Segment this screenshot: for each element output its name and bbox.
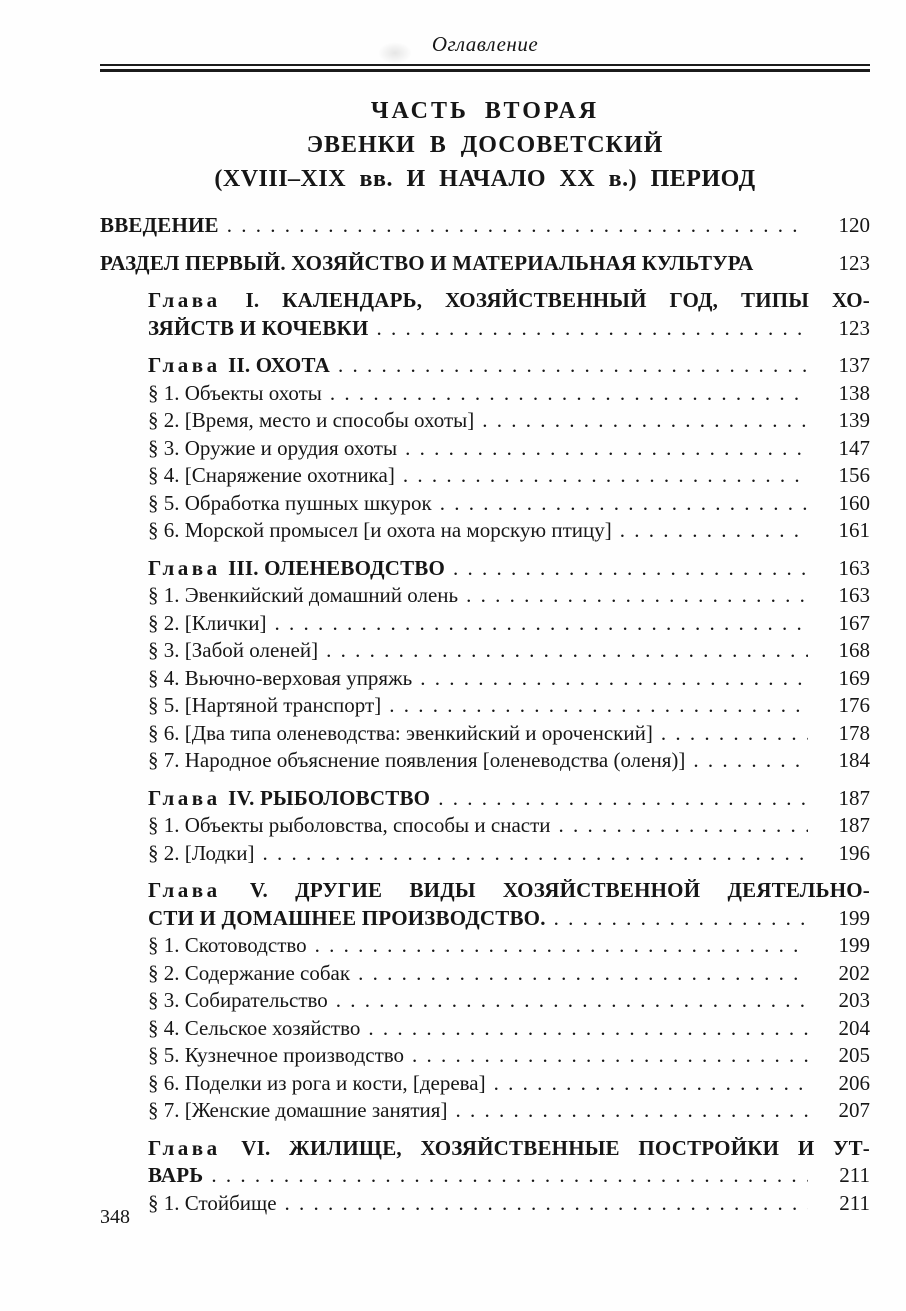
toc-entry-page: 205 <box>838 1043 870 1067</box>
part-title <box>100 94 870 196</box>
chapter-word: Глава <box>148 785 221 810</box>
toc-entry-label: Глава I. КАЛЕНДАРЬ, ХОЗЯЙСТВЕННЫЙ ГОД, ТИПЫ ХО- <box>148 288 870 312</box>
chapter-word: Глава <box>148 555 221 580</box>
toc-entry-label: § 6. Морской промысел [и охота на морскую птицу] <box>148 518 612 542</box>
toc-entry-label: Глава VI. ЖИЛИЩЕ, ХОЗЯЙСТВЕННЫЕ ПОСТРОЙКИ И УТ- <box>148 1135 870 1160</box>
dot-leader <box>338 352 808 380</box>
toc-entry-label: ЗЯЙСТВ И КОЧЕВКИ <box>148 315 369 340</box>
toc-entry-label: Глава IV. РЫБОЛОВСТВО <box>148 785 431 810</box>
toc-entry-label: § 7. Народное объяснение появления [оленеводства (оленя)] <box>148 748 686 772</box>
toc-list <box>100 212 870 1217</box>
toc-entry-page: 147 <box>838 435 870 460</box>
toc-entry <box>100 352 870 380</box>
toc-entry-page: 176 <box>838 693 870 717</box>
toc-entry-page: 204 <box>838 1015 870 1040</box>
toc-entry-page: 168 <box>838 638 870 662</box>
toc-entry-label: § 1. Скотоводство <box>148 933 307 957</box>
dot-leader <box>620 517 808 545</box>
toc-entry <box>100 582 870 610</box>
toc-entry-page: 137 <box>838 353 870 377</box>
dot-leader <box>211 1162 808 1190</box>
dot-leader <box>389 692 808 720</box>
toc-entry-label: § 3. [Забой оленей] <box>148 638 319 662</box>
dot-leader <box>330 380 808 408</box>
dot-leader <box>412 1042 808 1070</box>
dot-leader <box>326 637 808 665</box>
toc-entry-page: 167 <box>838 610 870 635</box>
content-area <box>100 32 870 1217</box>
dot-leader <box>455 1097 808 1125</box>
toc-entry-page: 123 <box>838 250 870 275</box>
toc-entry-label: ВВЕДЕНИЕ <box>100 213 219 237</box>
toc-entry <box>100 905 870 933</box>
toc-entry <box>100 287 870 315</box>
page-number-folio: 348 <box>100 1206 130 1228</box>
toc-entry <box>100 840 870 868</box>
toc-entry-label: § 6. Поделки из рога и кости, [дерева] <box>148 1070 486 1095</box>
toc-entry <box>100 1042 870 1070</box>
toc-entry <box>100 785 870 813</box>
dot-leader <box>466 582 808 610</box>
toc-entry-label: § 3. Собирательство <box>148 988 328 1012</box>
toc-entry <box>100 1015 870 1043</box>
toc-entry <box>100 665 870 693</box>
toc-entry-label: § 2. Содержание собак <box>148 960 351 985</box>
toc-entry <box>100 1097 870 1125</box>
toc-entry-page: 156 <box>838 463 870 487</box>
toc-entry-label: § 5. Кузнечное производство <box>148 1043 405 1067</box>
toc-entry-label: § 5. [Нартяной транспорт] <box>148 693 382 717</box>
chapter-word: Глава <box>148 288 221 312</box>
dot-leader <box>377 315 808 343</box>
toc-entry-page: 207 <box>838 1098 870 1122</box>
toc-entry-label: § 2. [Время, место и способы охоты] <box>148 408 475 432</box>
toc-entry-page: 199 <box>838 905 870 930</box>
toc-entry <box>100 407 870 435</box>
toc-entry-page: 120 <box>838 213 870 237</box>
toc-entry <box>100 610 870 638</box>
part-title-line1: ЧАСТЬ ВТОРАЯ <box>370 98 600 124</box>
toc-entry-label: § 1. Эвенкийский домашний олень <box>148 583 459 607</box>
toc-entry-label: § 4. Вьючно-верховая упряжь <box>148 665 413 690</box>
dot-leader <box>440 490 808 518</box>
toc-entry <box>100 212 870 240</box>
dot-leader <box>559 812 808 840</box>
toc-entry-label: § 5. Обработка пушных шкурок <box>148 490 432 515</box>
header-rule <box>100 64 870 72</box>
toc-entry <box>100 1190 870 1218</box>
chapter-word: Глава <box>148 353 221 377</box>
dot-leader <box>482 407 808 435</box>
chapter-word: Глава <box>148 878 221 902</box>
toc-entry-label: § 2. [Клички] <box>148 610 267 635</box>
dot-leader <box>403 462 808 490</box>
toc-entry-page: 139 <box>838 408 870 432</box>
dot-leader <box>554 905 808 933</box>
toc-entry <box>100 637 870 665</box>
dot-leader <box>274 610 808 638</box>
toc-entry-label: § 4. Сельское хозяйство <box>148 1015 361 1040</box>
toc-entry <box>100 435 870 463</box>
toc-entry-label: § 2. [Лодки] <box>148 840 255 865</box>
toc-entry <box>100 987 870 1015</box>
toc-entry-label: § 3. Оружие и орудия охоты <box>148 435 398 460</box>
toc-entry-label: РАЗДЕЛ ПЕРВЫЙ. ХОЗЯЙСТВО И МАТЕРИАЛЬНАЯ КУЛЬТУРА <box>100 250 754 275</box>
toc-entry-label: § 1. Объекты рыболовства, способы и снасти <box>148 813 551 837</box>
dot-leader <box>315 932 808 960</box>
toc-entry <box>100 960 870 988</box>
part-title-line3: (XVIII–XIX вв. И НАЧАЛО XX в.) ПЕРИОД <box>214 166 756 192</box>
dot-leader <box>438 785 808 813</box>
toc-entry-page: 187 <box>838 785 870 810</box>
toc-entry <box>100 747 870 775</box>
toc-entry-label: § 7. [Женские домашние занятия] <box>148 1098 448 1122</box>
dot-leader <box>453 555 808 583</box>
toc-entry-page: 178 <box>838 720 870 745</box>
toc-entry-label: § 4. [Снаряжение охотника] <box>148 463 395 487</box>
toc-entry-page: 169 <box>838 665 870 690</box>
chapter-word: Глава <box>148 1135 221 1160</box>
toc-entry <box>100 932 870 960</box>
dot-leader <box>262 840 808 868</box>
dot-leader <box>420 665 808 693</box>
toc-entry-page: 163 <box>838 583 870 607</box>
dot-leader <box>368 1015 808 1043</box>
toc-entry <box>100 720 870 748</box>
toc-entry <box>100 877 870 905</box>
toc-entry-label: § 1. Объекты охоты <box>148 380 322 405</box>
toc-entry-label: § 6. [Два типа оленеводства: эвенкийский и ороченский] <box>148 720 653 745</box>
part-title-line2: ЭВЕНКИ В ДОСОВЕТСКИЙ <box>306 132 664 158</box>
toc-entry-label: СТИ И ДОМАШНЕЕ ПРОИЗВОДСТВО. <box>148 905 546 930</box>
toc-entry <box>100 1070 870 1098</box>
toc-entry-page: 196 <box>838 840 870 865</box>
toc-entry <box>100 692 870 720</box>
dot-leader <box>227 212 808 240</box>
toc-entry-page: 211 <box>839 1163 870 1187</box>
dot-leader <box>285 1190 808 1218</box>
toc-entry <box>100 380 870 408</box>
toc-entry-label: Глава V. ДРУГИЕ ВИДЫ ХОЗЯЙСТВЕННОЙ ДЕЯТЕЛЬНО- <box>148 878 870 902</box>
toc-entry-page: 123 <box>838 315 870 340</box>
toc-entry-page: 161 <box>838 518 870 542</box>
toc-entry <box>100 490 870 518</box>
toc-entry-page: 184 <box>838 748 870 772</box>
toc-entry <box>100 812 870 840</box>
toc-entry <box>100 462 870 490</box>
toc-entry-label: Глава III. ОЛЕНЕВОДСТВО <box>148 555 446 580</box>
toc-entry-page: 138 <box>838 380 870 405</box>
toc-entry <box>100 1162 870 1190</box>
toc-entry-page: 203 <box>838 988 870 1012</box>
toc-entry-page: 199 <box>838 933 870 957</box>
toc-entry-label: ВАРЬ <box>148 1163 204 1187</box>
toc-entry-page: 160 <box>838 490 870 515</box>
toc-entry <box>100 555 870 583</box>
dot-leader <box>336 987 808 1015</box>
toc-entry <box>100 517 870 545</box>
running-head: Оглавление <box>431 32 539 56</box>
toc-entry <box>100 1135 870 1163</box>
toc-entry-label: Глава II. ОХОТА <box>148 353 330 377</box>
toc-entry <box>100 250 870 278</box>
toc-entry-page: 206 <box>838 1070 870 1095</box>
dot-leader <box>358 960 808 988</box>
toc-entry-page: 211 <box>839 1190 870 1215</box>
dot-leader <box>693 747 808 775</box>
dot-leader <box>405 435 808 463</box>
dot-leader <box>661 720 808 748</box>
toc-entry-label: § 1. Стойбище <box>148 1190 277 1215</box>
toc-entry <box>100 315 870 343</box>
toc-entry-page: 202 <box>838 960 870 985</box>
toc-entry-page: 187 <box>838 813 870 837</box>
toc-entry-page: 163 <box>838 555 870 580</box>
dot-leader <box>494 1070 808 1098</box>
